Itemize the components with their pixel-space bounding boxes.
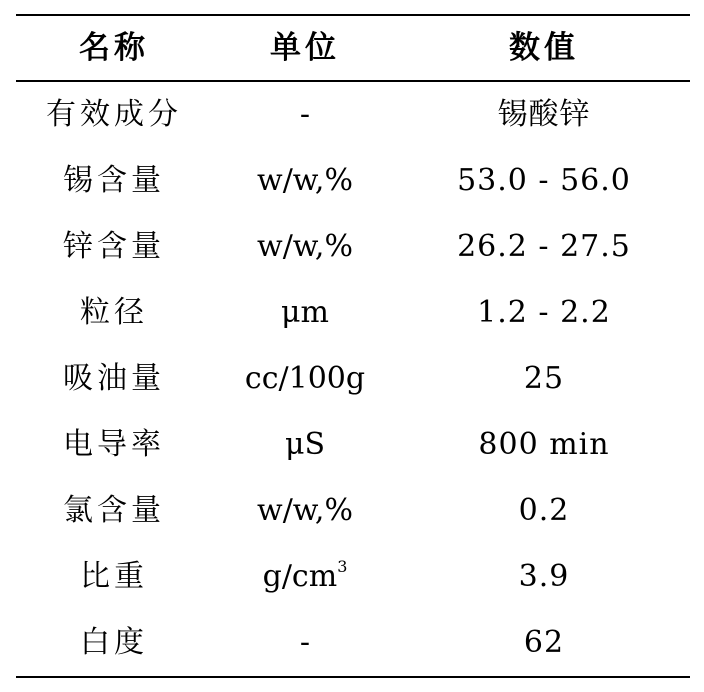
row-value: 53.0 - 56.0 <box>457 163 631 198</box>
row-value: 800 min <box>478 427 610 462</box>
row-unit: w/w,% <box>257 229 353 264</box>
row-value: 1.2 - 2.2 <box>477 295 611 330</box>
unit-base: g/cm <box>262 559 338 594</box>
row-value: 62 <box>523 625 565 660</box>
table-row <box>16 148 690 214</box>
table-row <box>16 214 690 280</box>
table-row <box>16 610 690 676</box>
table-header-row <box>16 16 690 80</box>
header-unit: 单位 <box>270 29 340 66</box>
row-value: 26.2 - 27.5 <box>457 229 631 264</box>
row-unit: cc/100g <box>244 361 366 396</box>
row-name: 锡含量 <box>63 163 165 198</box>
row-unit: w/w,% <box>257 163 353 198</box>
table-bottom-rule <box>16 676 690 678</box>
table-row <box>16 544 690 610</box>
row-value: 3.9 <box>518 559 570 594</box>
properties-table <box>16 14 690 678</box>
row-name: 粒径 <box>80 295 148 330</box>
table-row <box>16 412 690 478</box>
table-row <box>16 478 690 544</box>
table-row <box>16 280 690 346</box>
row-value: 锡酸锌 <box>497 97 591 132</box>
row-name: 有效成分 <box>46 97 182 132</box>
table-row <box>16 346 690 412</box>
header-name: 名称 <box>79 29 149 66</box>
row-name: 氯含量 <box>63 493 165 528</box>
row-name: 比重 <box>80 559 148 594</box>
row-unit: μS <box>284 427 326 462</box>
row-value: 0.2 <box>518 493 570 528</box>
table-row <box>16 82 690 148</box>
row-unit <box>212 557 398 594</box>
row-unit: w/w,% <box>257 493 353 528</box>
row-value: 25 <box>523 361 565 396</box>
row-unit: - <box>299 625 311 660</box>
row-name: 吸油量 <box>63 361 165 396</box>
row-unit: μm <box>281 295 329 330</box>
row-unit: - <box>299 97 311 132</box>
header-value: 数值 <box>509 29 579 66</box>
row-name: 电导率 <box>63 427 165 462</box>
row-name: 白度 <box>80 625 148 660</box>
row-name: 锌含量 <box>63 229 165 264</box>
unit-superscript: 3 <box>337 557 348 576</box>
